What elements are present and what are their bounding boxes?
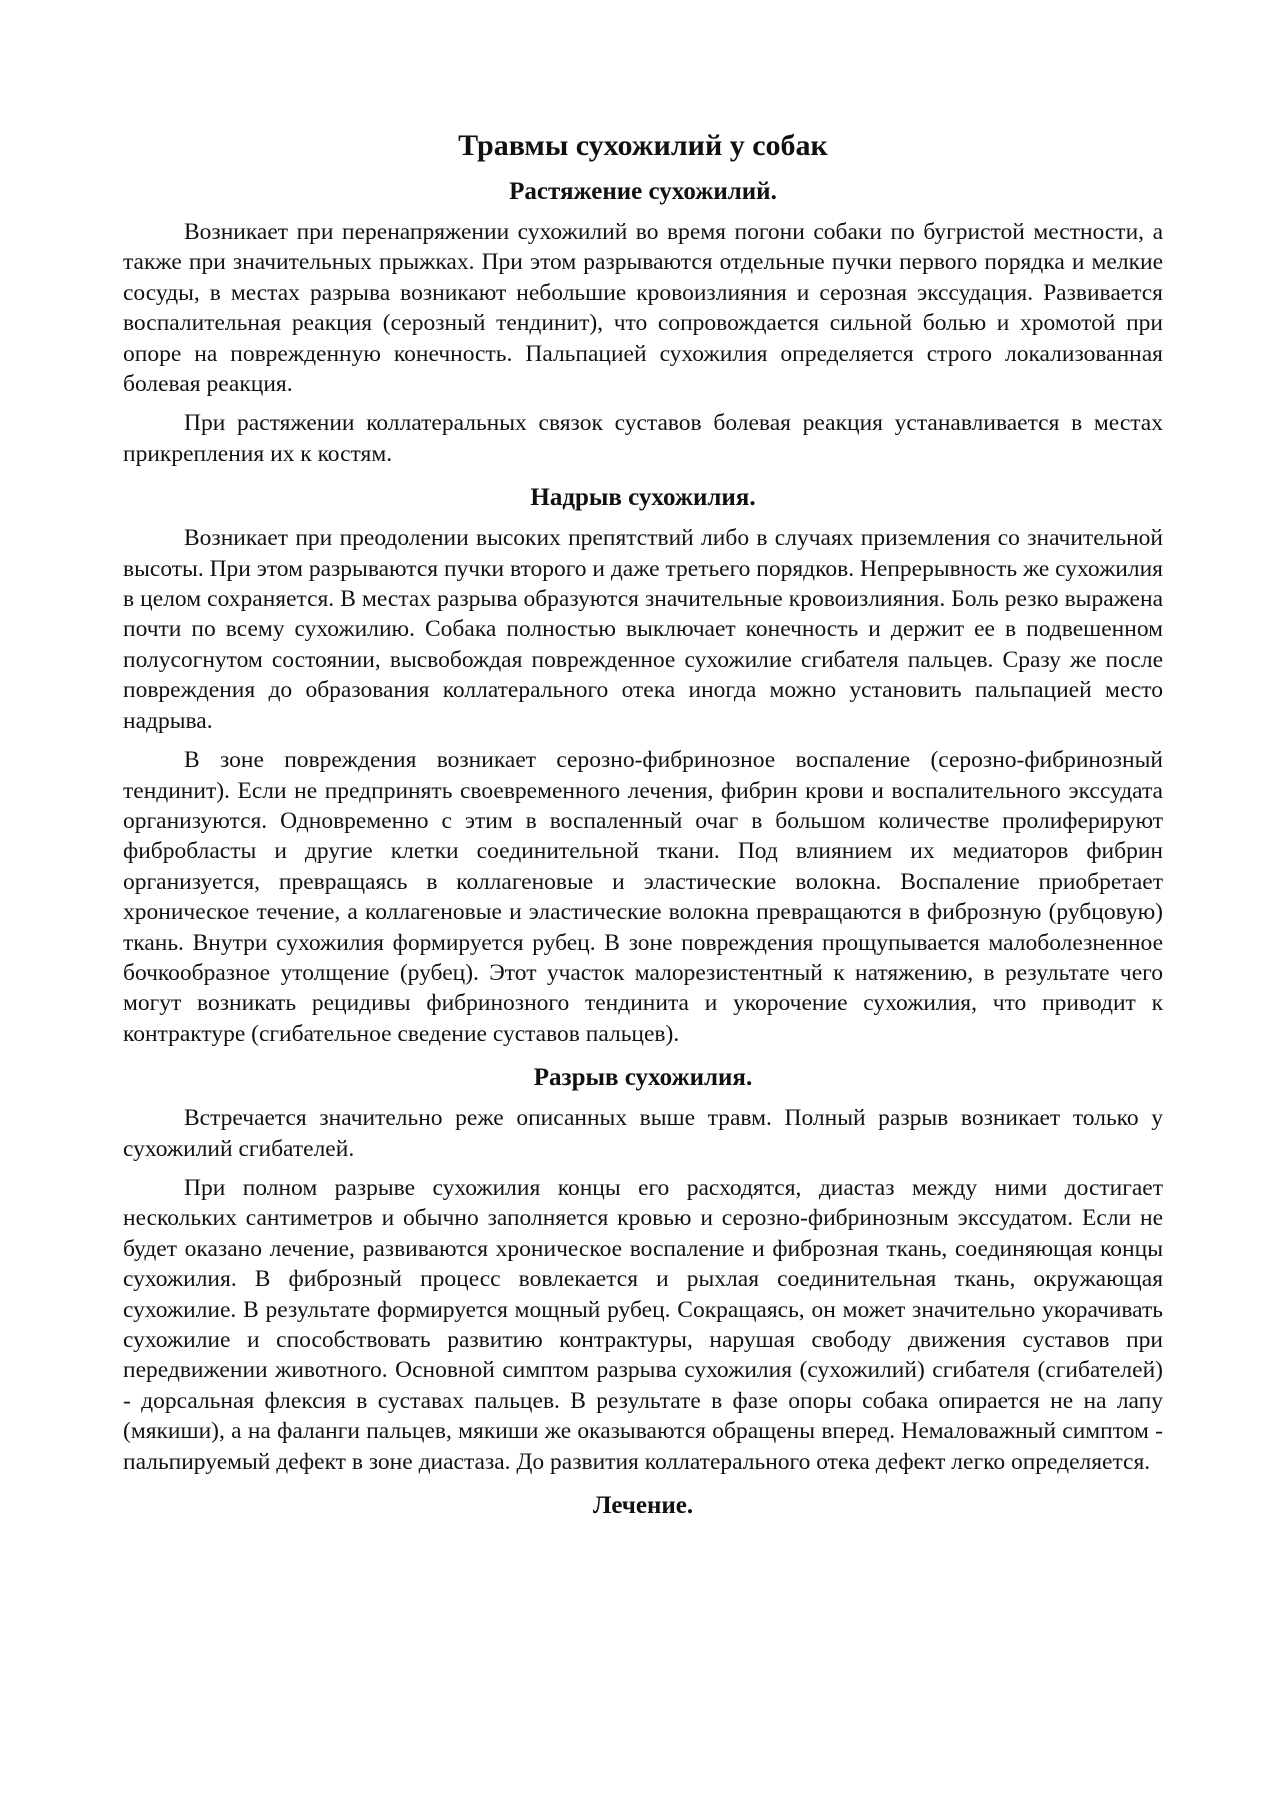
document-page xyxy=(123,118,1163,1531)
section-heading-treatment: Лечение. xyxy=(592,1492,694,1520)
paragraph-rupture-2: При полном разрыве сухожилия концы его расходятся, диастаз между ними достигает нескольких сантиметров и обычно заполняется кровью и серозно-фибринозным экссудатом. Если не будет оказано лечение, развиваются хроническое воспаление и фиброзная ткань, соединяющая концы сухожилия. В фиброзный процесс вовлекается и рыхлая соединительная ткань, окружающая сухожилие. В результате формируется мощный рубец. Сокращаясь, он может значительно укорачивать сухожилие и способствовать развитию контрактуры, нарушая свободу движения суставов при передвижении животного. Основной симптом разрыва сухожилия (сухожилий) сгибателя (сгибателей) - дорсальная флексия в суставах пальцев. В результате в фазе опоры собака опирается не на лапу (мякиши), а на фаланги пальцев, мякиши же оказываются обращены вперед. Немаловажный симптом - пальпируемый дефект в зоне диастаза. До развития коллатерального отека дефект легко определяется. xyxy=(123,1174,1163,1475)
section-heading-partial-tear: Надрыв сухожилия. xyxy=(530,484,756,512)
section-heading-sprain: Растяжение сухожилий. xyxy=(509,178,777,205)
section-heading-rupture: Разрыв сухожилия. xyxy=(533,1064,753,1092)
paragraph-sprain-1: Возникает при перенапряжении сухожилий во время погони собаки по бугристой местности, а также при значительных прыжках. При этом разрываются отдельные пучки первого порядка и мелкие сосуды, в местах разрыва возникают небольшие кровоизлияния и серозная экссудация. Развивается воспалительная реакция (серозный тендинит), что сопровождается сильной болью и хромотой при опоре на поврежденную конечность. Пальпацией сухожилия определяется строго локализованная болевая реакция. xyxy=(123,219,1163,398)
paragraph-rupture-1: Встречается значительно реже описанных выше травм. Полный разрыв возникает только у сухожилий сгибателей. xyxy=(123,1105,1163,1162)
paragraph-sprain-2: При растяжении коллатеральных связок суставов болевая реакция устанавливается в местах прикрепления их к костям. xyxy=(123,410,1163,467)
paragraph-partial-tear-1: Возникает при преодолении высоких препятствий либо в случаях приземления со значительной высоты. При этом разрываются пучки второго и даже третьего порядков. Непрерывность же сухожилия в целом сохраняется. В местах разрыва образуются значительные кровоизлияния. Боль резко выражена почти по всему сухожилию. Собака полностью выключает конечность и держит ее в подвешенном полусогнутом состоянии, высвобождая поврежденное сухожилие сгибателя пальцев. Сразу же после повреждения до образования коллатерального отека иногда можно установить пальпацией место надрыва. xyxy=(123,525,1163,734)
document-title: Травмы сухожилий у собак xyxy=(458,129,828,162)
paragraph-partial-tear-2: В зоне повреждения возникает серозно-фибринозное воспаление (серозно-фибринозный тендинит). Если не предпринять своевременного лечения, фибрин крови и воспалительного экссудата организуются. Одновременно с этим в воспаленный очаг в большом количестве пролиферируют фибробласты и другие клетки соединительной ткани. Под влиянием их медиаторов фибрин организуется, превращаясь в коллагеновые и эластические волокна. Воспаление приобретает хроническое течение, а коллагеновые и эластические волокна превращаются в фиброзную (рубцовую) ткань. Внутри сухожилия формируется рубец. В зоне повреждения прощупывается малоболезненное бочкообразное утолщение (рубец). Этот участок малорезистентный к натяжению, в результате чего могут возникать рецидивы фибринозного тендинита и укорочение сухожилия, что приводит к контрактуре (сгибательное сведение суставов пальцев). xyxy=(123,747,1163,1047)
